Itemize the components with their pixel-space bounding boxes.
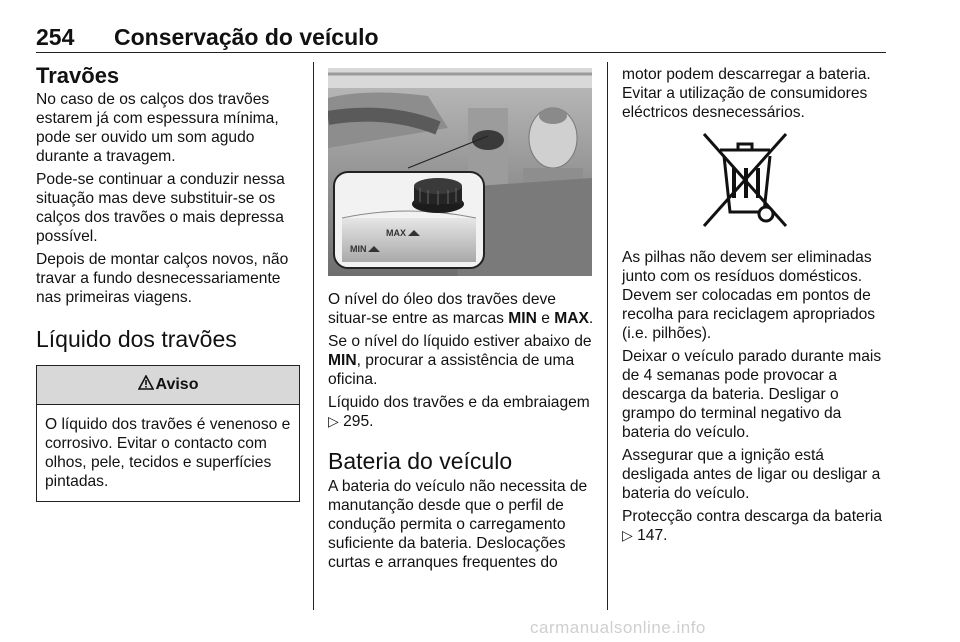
column-1: [36, 62, 300, 502]
page-header: [36, 22, 886, 53]
page-reference-icon: ▷: [328, 413, 339, 429]
column-3: [622, 65, 892, 126]
paragraph: Líquido dos travões e da embraiagem ▷ 295.: [328, 394, 590, 430]
chapter-title: Conservação do veículo: [114, 24, 379, 50]
warning-triangle-icon: [138, 375, 154, 390]
crossed-out-wheelie-bin-icon: [698, 128, 792, 232]
paragraph: As pilhas não devem ser eliminadas junto com os resíduos domésticos. Devem ser colocadas em pontos de recolha para reciclagem apropriados (i.e. pilhões).: [622, 249, 876, 342]
paragraph: A bateria do veículo não necessita de manutanção desde que o perfil de condução permita o carregamento suficiente da bateria. Deslocações curtas e arranques frequentes do: [328, 478, 588, 571]
warning-header: [37, 366, 299, 405]
paragraph: Protecção contra descarga da bateria ▷ 147.: [622, 508, 883, 544]
paragraph: No caso de os calços dos travões estarem já com espessura mínima, pode ser ouvido um som agudo durante a travagem.: [36, 91, 279, 165]
paragraph: motor podem descarregar a bateria. Evitar a utilização de consumidores eléctricos desnecessários.: [622, 66, 871, 121]
paragraph: Deixar o veículo parado durante mais de 4 semanas pode provocar a descarga da bateria. Desligar o grampo do terminal negativo da bateria do veículo.: [622, 348, 882, 441]
warning-title: Aviso: [155, 376, 199, 393]
column-2: [328, 290, 594, 576]
paragraph: Pode-se continuar a conduzir nessa situação mas deve substituir-se os calços dos travões o mais depressa possível.: [36, 171, 285, 245]
column-divider: [313, 62, 314, 610]
column-3-continued: [622, 248, 892, 549]
paragraph: O nível do óleo dos travões deve situar-se entre as marcas MIN e MAX.: [328, 291, 594, 327]
page-reference[interactable]: 295.: [343, 413, 374, 430]
section-heading-battery: Bateria do veículo: [328, 448, 513, 474]
page-reference-icon: ▷: [622, 527, 633, 543]
warning-text: O líquido dos travões é venenoso e corrosivo. Evitar o contacto com olhos, pele, tecidos e superfícies pintadas.: [45, 416, 291, 490]
paragraph: Se o nível do líquido estiver abaixo de MIN, procurar a assistência de uma oficina.: [328, 333, 592, 388]
section-heading-brakes: Travões: [36, 63, 120, 88]
paragraph: Depois de montar calços novos, não travar a fundo desnecessariamente nas primeiras viagens.: [36, 251, 289, 306]
min-mark-label: MIN: [350, 244, 367, 254]
paragraph: Assegurar que a ignição está desligada antes de ligar ou desligar a bateria do veículo.: [622, 447, 881, 502]
page-reference[interactable]: 147.: [637, 527, 668, 544]
max-mark-label: MAX: [386, 228, 406, 238]
column-divider: [607, 62, 608, 610]
brake-fluid-reservoir-photo: [328, 68, 592, 276]
warning-box: [36, 365, 300, 502]
page-number: 254: [36, 24, 75, 50]
section-heading-brake-fluid: Líquido dos travões: [36, 326, 237, 352]
watermark: carmanualsonline.info: [530, 618, 706, 637]
